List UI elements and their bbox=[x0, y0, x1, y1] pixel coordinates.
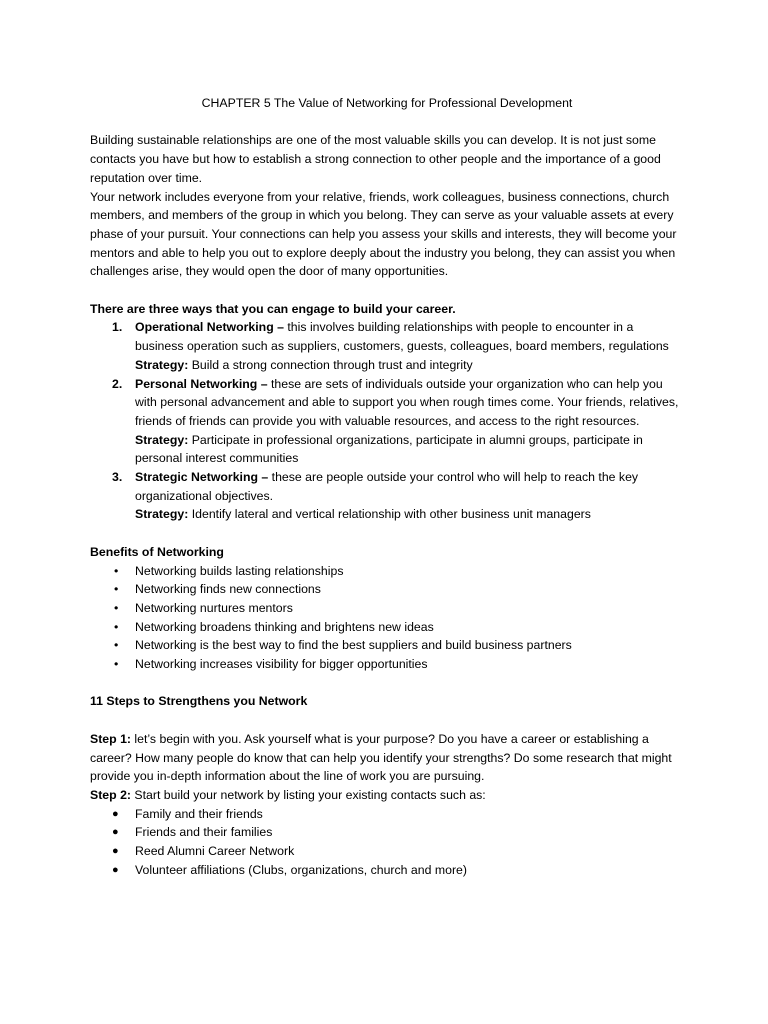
bullet-icon: ● bbox=[112, 826, 119, 839]
ways-description: this involves building relationships with people to encounter in a business operation such as suppliers, customers, guests, colleagues, board members, regulations bbox=[135, 320, 669, 354]
steps-heading: 11 Steps to Strengthens you Network bbox=[90, 694, 308, 709]
bullet-icon: • bbox=[114, 600, 119, 615]
bullet-icon: • bbox=[114, 638, 119, 653]
strategy-label: Strategy: bbox=[135, 507, 189, 522]
intro-paragraph-2: Your network includes everyone from your relative, friends, work colleagues, business connections, church members, and members of the group in which you belong. They can serve as your valuable assets at every phase of your pursuit. Your connections can help you assess your skills and interests, they will become your mentors and able to help you out to explore deeply about the industry you belong, they can assist you when challenges arise, they would open the door of many opportunities. bbox=[90, 189, 677, 279]
ways-description: these are people outside your control who will help to reach the key organizational objectives. bbox=[135, 470, 639, 503]
list-item: • Networking nurtures mentors bbox=[90, 599, 680, 618]
list-number: 3. bbox=[112, 470, 123, 485]
ways-term: Operational Networking – bbox=[135, 320, 284, 335]
list-item: • Networking is the best way to find the best suppliers and build business partners bbox=[90, 636, 680, 655]
list-item: ● Volunteer affiliations (Clubs, organizations, church and more) bbox=[90, 861, 680, 880]
strategy-label: Strategy: bbox=[135, 357, 189, 372]
ways-description: these are sets of individuals outside your organization who can help you with personal advancement and able to support you when rough times come. Your friends, relatives, friends of friends can provide you with valuable resources, and access to the right resources. bbox=[135, 376, 679, 428]
ways-term: Personal Networking – bbox=[135, 376, 268, 391]
step-1-label: Step 1: bbox=[90, 731, 131, 746]
step-2: Step 2: Start build your network by listing your existing contacts such as: bbox=[90, 787, 486, 802]
strategy-text: Participate in professional organizations, participate in alumni groups, participate in personal interest communities bbox=[135, 432, 643, 466]
list-item: • Networking builds lasting relationships bbox=[90, 562, 680, 581]
document-page bbox=[90, 94, 680, 879]
page-title: CHAPTER 5 The Value of Networking for Professional Development bbox=[201, 96, 573, 110]
list-number: 2. bbox=[112, 376, 123, 391]
benefits-heading: Benefits of Networking bbox=[90, 544, 224, 559]
list-item: • Networking broadens thinking and brightens new ideas bbox=[90, 618, 680, 637]
intro-paragraph-1: Building sustainable relationships are one of the most valuable skills you can develop. It is not just some contacts you have but how to establish a strong connection to other people and the importance of a good reputation over time. bbox=[90, 133, 661, 185]
bullet-icon: ● bbox=[112, 863, 119, 876]
bullet-icon: • bbox=[114, 657, 119, 672]
list-item: • Networking increases visibility for bigger opportunities bbox=[90, 655, 680, 674]
list-number: 1. bbox=[112, 320, 123, 335]
step-2-label: Step 2: bbox=[90, 787, 131, 802]
ways-term: Strategic Networking – bbox=[135, 470, 269, 485]
bullet-icon: ● bbox=[112, 807, 119, 820]
bullet-icon: • bbox=[114, 563, 119, 578]
list-item: ● Reed Alumni Career Network bbox=[90, 842, 680, 861]
bullet-icon: • bbox=[114, 619, 119, 634]
bullet-icon: ● bbox=[112, 845, 119, 858]
list-item: ● Friends and their families bbox=[90, 823, 680, 842]
ways-list-item bbox=[90, 375, 680, 469]
ways-list-item bbox=[90, 468, 680, 524]
list-item: • Networking finds new connections bbox=[90, 580, 680, 599]
strategy-text: Identify lateral and vertical relationship with other business unit managers bbox=[188, 507, 591, 522]
ways-heading: There are three ways that you can engage to build your career. bbox=[90, 301, 456, 316]
strategy-text: Build a strong connection through trust and integrity bbox=[188, 357, 473, 372]
strategy-label: Strategy: bbox=[135, 432, 189, 447]
ways-list-item bbox=[90, 318, 680, 374]
bullet-icon: • bbox=[114, 582, 119, 597]
step-1: Step 1: let’s begin with you. Ask yourself what is your purpose? Do you have a career or establishing a career? How many people do know that can help you identify your strengths? Do some research that might provide you in-depth information about the line of work you are pursuing. bbox=[90, 731, 672, 784]
list-item: ● Family and their friends bbox=[90, 805, 680, 824]
